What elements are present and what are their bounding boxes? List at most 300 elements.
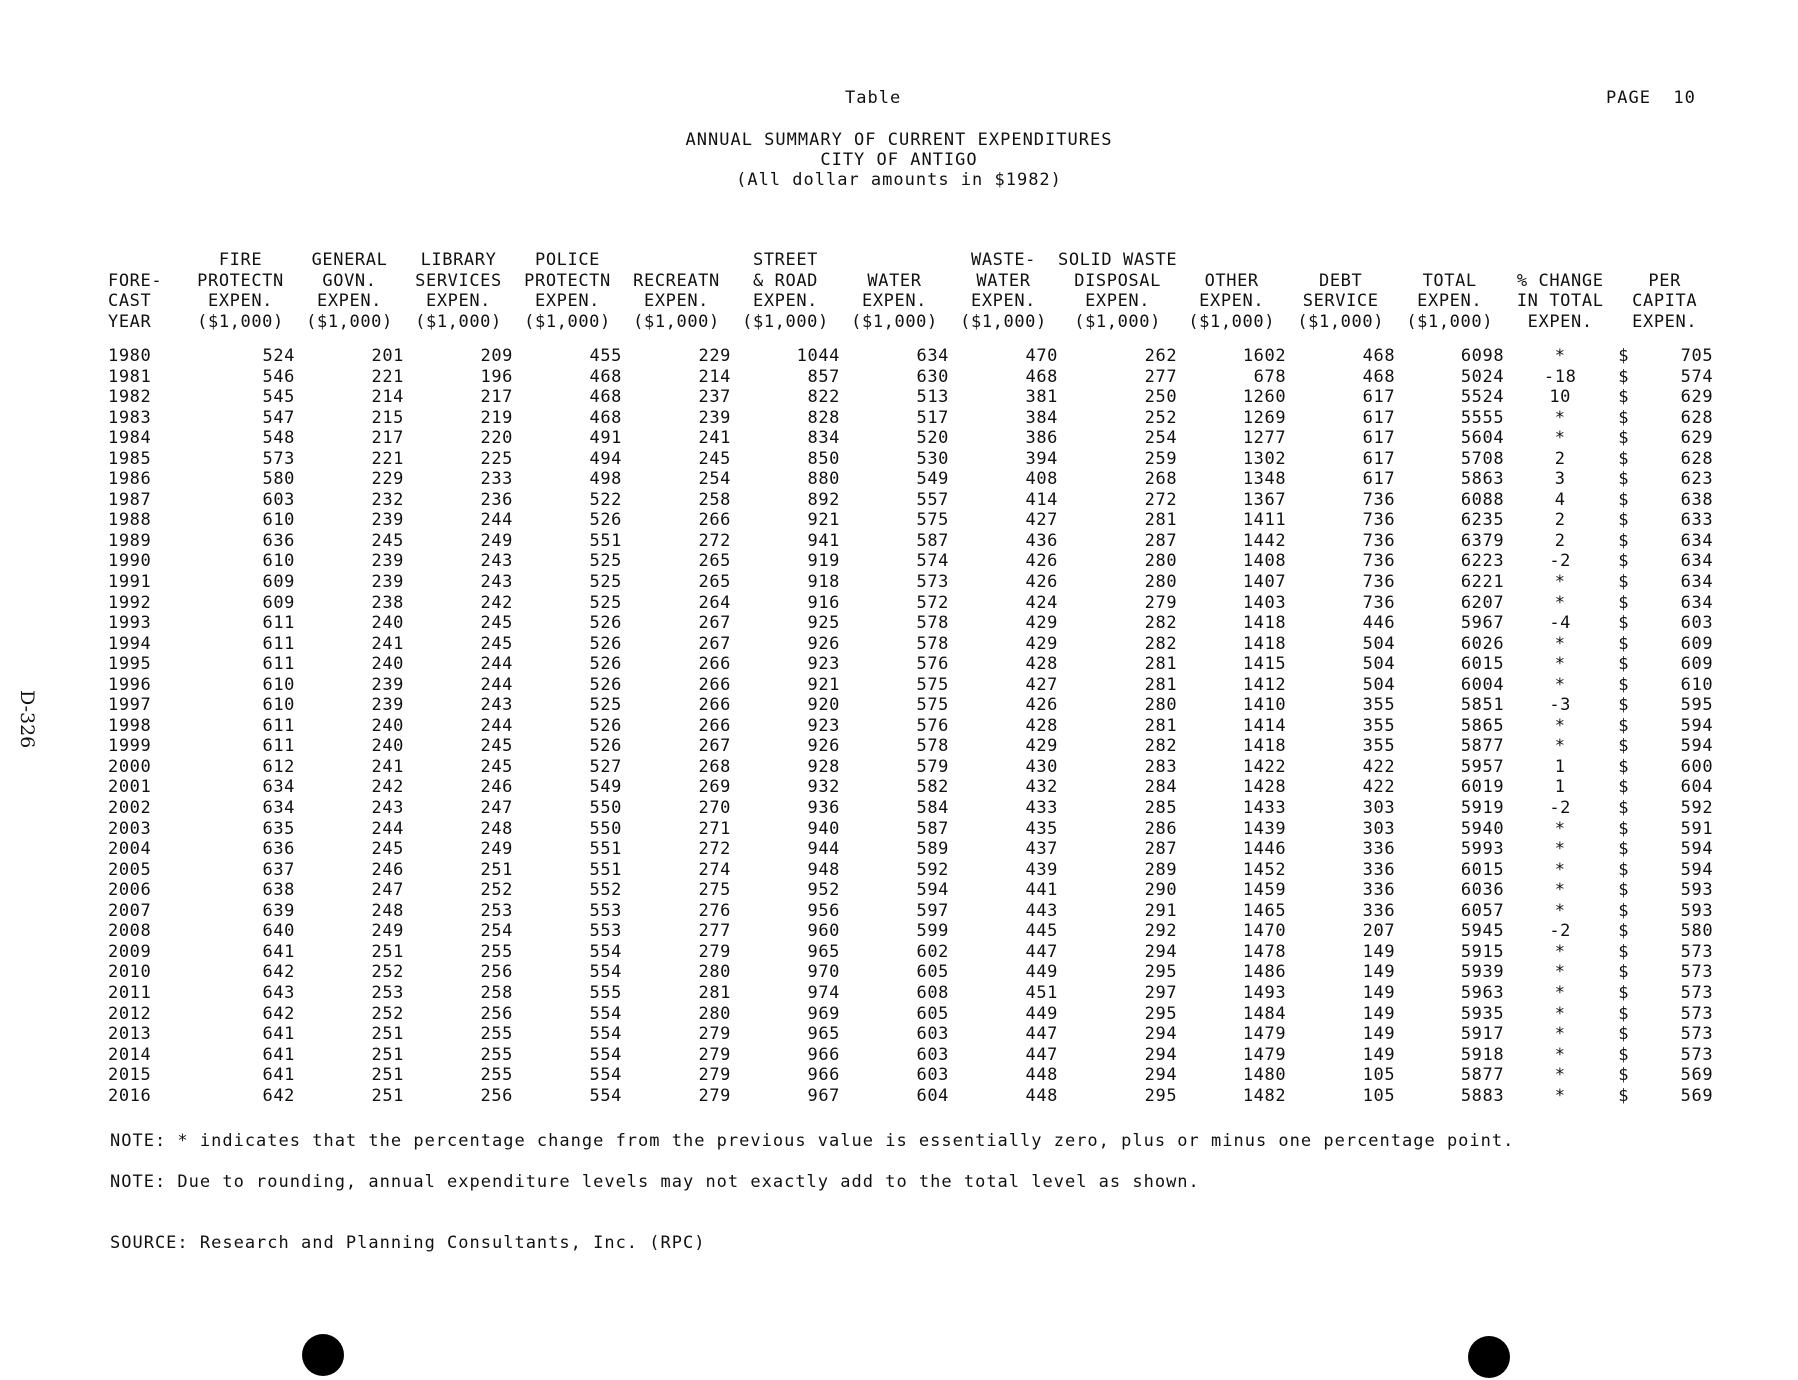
table-cell: 105 bbox=[1362, 1085, 1396, 1106]
table-cell: 1479 bbox=[1242, 1044, 1287, 1065]
table-cell: 593 bbox=[1680, 880, 1714, 901]
table-cell: 880 bbox=[807, 469, 840, 490]
table-cell: 944 bbox=[807, 839, 840, 860]
table-cell: 587 bbox=[916, 818, 949, 839]
table-cell: 1269 bbox=[1242, 407, 1287, 428]
table-cell: 281 bbox=[698, 982, 731, 1003]
table-cell: 603 bbox=[916, 1024, 949, 1045]
table-cell: 251 bbox=[371, 941, 404, 962]
table-cell: 280 bbox=[1144, 695, 1178, 716]
table-cell: 294 bbox=[1144, 941, 1178, 962]
table-cell: 5865 bbox=[1460, 715, 1505, 736]
table-cell: 430 bbox=[1025, 756, 1058, 777]
table-cell: 850 bbox=[807, 448, 840, 469]
table-cell: 245 bbox=[480, 736, 513, 757]
table-cell: 892 bbox=[807, 489, 840, 510]
table-cell: * bbox=[1554, 859, 1566, 880]
table-cell: 5555 bbox=[1460, 407, 1505, 428]
table-cell: 1433 bbox=[1242, 798, 1287, 819]
table-cell: 576 bbox=[916, 654, 949, 675]
column-header-line: RECREATN bbox=[633, 270, 720, 291]
table-cell: $ bbox=[1618, 428, 1630, 449]
table-cell: 2 bbox=[1554, 510, 1566, 531]
table-cell: * bbox=[1554, 818, 1566, 839]
header-row bbox=[108, 271, 1713, 292]
year-cell: 2004 bbox=[108, 839, 152, 860]
table-cell: 336 bbox=[1362, 880, 1396, 901]
table-cell: 634 bbox=[1680, 572, 1714, 593]
table-cell: 426 bbox=[1025, 572, 1058, 593]
table-cell: $ bbox=[1618, 592, 1630, 613]
year-cell: 2015 bbox=[108, 1065, 152, 1086]
table-cell: $ bbox=[1618, 674, 1630, 695]
punch-hole-left bbox=[302, 1334, 344, 1376]
table-cell: $ bbox=[1618, 777, 1630, 798]
table-cell: 6223 bbox=[1460, 551, 1505, 572]
table-cell: 1480 bbox=[1242, 1065, 1287, 1086]
table-cell: 6015 bbox=[1460, 654, 1505, 675]
table-cell: 285 bbox=[1144, 798, 1178, 819]
table-cell: 678 bbox=[1253, 366, 1287, 387]
table-cell: 232 bbox=[371, 489, 404, 510]
table-cell: 267 bbox=[698, 613, 731, 634]
table-cell: 526 bbox=[589, 654, 622, 675]
table-cell: 149 bbox=[1362, 962, 1396, 983]
table-cell: $ bbox=[1618, 798, 1630, 819]
table-cell: 283 bbox=[1144, 756, 1178, 777]
table-cell: 268 bbox=[1144, 469, 1178, 490]
table-cell: 269 bbox=[698, 777, 731, 798]
table-cell: 630 bbox=[916, 366, 949, 387]
year-cell: 1982 bbox=[108, 387, 152, 408]
table-row bbox=[108, 921, 1713, 942]
table-cell: * bbox=[1554, 900, 1566, 921]
table-cell: 435 bbox=[1025, 818, 1058, 839]
table-row bbox=[108, 901, 1713, 922]
table-cell: 447 bbox=[1025, 941, 1058, 962]
table-cell: 219 bbox=[480, 407, 513, 428]
column-header-line bbox=[1177, 250, 1286, 271]
table-cell: 433 bbox=[1025, 798, 1058, 819]
table-cell: 236 bbox=[480, 489, 513, 510]
table-cell: 355 bbox=[1362, 695, 1396, 716]
table-cell: 6221 bbox=[1460, 572, 1505, 593]
table-cell: 2 bbox=[1554, 530, 1566, 551]
table-cell: 587 bbox=[916, 530, 949, 551]
table-cell: 553 bbox=[589, 900, 622, 921]
table-cell: 381 bbox=[1025, 387, 1058, 408]
column-header-line: EXPEN. bbox=[970, 291, 1036, 311]
table-cell: 925 bbox=[807, 613, 840, 634]
table-cell: $ bbox=[1618, 489, 1630, 510]
table-cell: 251 bbox=[480, 859, 513, 880]
table-cell: 448 bbox=[1025, 1085, 1058, 1106]
column-header-line: ($1,000) bbox=[306, 311, 393, 332]
table-cell: 705 bbox=[1680, 346, 1714, 366]
table-cell: 282 bbox=[1144, 613, 1178, 634]
table-cell: 241 bbox=[698, 428, 731, 449]
table-cell: 207 bbox=[1362, 921, 1396, 942]
table-cell: 593 bbox=[1680, 900, 1714, 921]
column-header-line: % CHANGE bbox=[1516, 270, 1604, 291]
table-row bbox=[108, 654, 1713, 675]
table-cell: 253 bbox=[371, 982, 404, 1003]
table-cell: 923 bbox=[807, 654, 840, 675]
table-cell: $ bbox=[1618, 551, 1630, 572]
table-cell: 578 bbox=[916, 736, 949, 757]
table-cell: 281 bbox=[1144, 510, 1178, 531]
table-cell: 926 bbox=[807, 736, 840, 757]
table-cell: 526 bbox=[589, 736, 622, 757]
table-cell: 736 bbox=[1362, 551, 1396, 572]
table-cell: 255 bbox=[480, 1024, 513, 1045]
table-cell: 574 bbox=[916, 551, 949, 572]
table-cell: 828 bbox=[807, 407, 840, 428]
table-row bbox=[108, 1065, 1713, 1086]
table-cell: 6019 bbox=[1460, 777, 1505, 798]
table-cell: 270 bbox=[698, 798, 731, 819]
table-cell: 5967 bbox=[1460, 613, 1505, 634]
table-cell: 468 bbox=[1025, 366, 1058, 387]
table-cell: 251 bbox=[371, 1024, 404, 1045]
table-cell: 355 bbox=[1362, 736, 1396, 757]
table-cell: 201 bbox=[371, 346, 404, 366]
table-cell: $ bbox=[1618, 407, 1630, 428]
table-cell: * bbox=[1554, 1065, 1566, 1086]
table-cell: 582 bbox=[916, 777, 949, 798]
table-row bbox=[108, 695, 1713, 716]
column-header-line: EXPEN. bbox=[316, 291, 382, 311]
table-cell: 525 bbox=[589, 572, 622, 593]
table-row bbox=[108, 510, 1713, 531]
table-cell: 105 bbox=[1362, 1065, 1396, 1086]
table-cell: 303 bbox=[1362, 818, 1396, 839]
table-cell: $ bbox=[1618, 1085, 1630, 1106]
table-cell: 960 bbox=[807, 921, 840, 942]
table-cell: 254 bbox=[480, 921, 513, 942]
table-cell: $ bbox=[1618, 654, 1630, 675]
table-cell: 427 bbox=[1025, 510, 1058, 531]
table-cell: * bbox=[1554, 880, 1566, 901]
table-cell: 595 bbox=[1680, 695, 1714, 716]
table-cell: 6088 bbox=[1460, 489, 1505, 510]
table-cell: 149 bbox=[1362, 1003, 1396, 1024]
table-row bbox=[108, 675, 1713, 696]
year-cell: 2014 bbox=[108, 1044, 152, 1065]
table-cell: 287 bbox=[1144, 839, 1178, 860]
year-cell: 1985 bbox=[108, 448, 152, 469]
column-header-line: ($1,000) bbox=[742, 311, 829, 332]
table-cell: 297 bbox=[1144, 982, 1178, 1003]
table-row bbox=[108, 1045, 1713, 1066]
table-cell: 432 bbox=[1025, 777, 1058, 798]
table-cell: 5940 bbox=[1460, 818, 1505, 839]
table-cell: 594 bbox=[1680, 736, 1714, 757]
year-cell: 2013 bbox=[108, 1024, 152, 1045]
column-header-line: DEBT bbox=[1319, 270, 1363, 291]
table-cell: 573 bbox=[1680, 1003, 1714, 1024]
table-cell: 513 bbox=[916, 387, 949, 408]
table-cell: 268 bbox=[698, 756, 731, 777]
table-row bbox=[108, 1004, 1713, 1025]
column-header-line: EXPEN. bbox=[207, 291, 273, 311]
table-cell: $ bbox=[1618, 613, 1630, 634]
table-cell: 642 bbox=[262, 962, 295, 983]
table-cell: 1486 bbox=[1242, 962, 1287, 983]
table-cell: 5604 bbox=[1460, 428, 1505, 449]
column-header-line: ($1,000) bbox=[851, 311, 938, 332]
table-row bbox=[108, 1024, 1713, 1045]
table-cell: 965 bbox=[807, 941, 840, 962]
table-cell: 928 bbox=[807, 756, 840, 777]
year-cell: 1997 bbox=[108, 695, 152, 716]
column-header-line: CAST bbox=[108, 291, 152, 311]
table-cell: 229 bbox=[371, 469, 404, 490]
table-cell: 6207 bbox=[1460, 592, 1505, 613]
table-cell: 256 bbox=[480, 1003, 513, 1024]
table-cell: 262 bbox=[1144, 346, 1178, 366]
table-cell: 634 bbox=[262, 777, 295, 798]
table-cell: 629 bbox=[1680, 428, 1714, 449]
table-cell: 272 bbox=[698, 530, 731, 551]
table-cell: $ bbox=[1618, 982, 1630, 1003]
table-cell: $ bbox=[1618, 510, 1630, 531]
table-cell: 580 bbox=[1680, 921, 1714, 942]
table-cell: 1414 bbox=[1242, 715, 1287, 736]
table-row bbox=[108, 367, 1713, 388]
table-cell: 447 bbox=[1025, 1044, 1058, 1065]
table-cell: $ bbox=[1618, 366, 1630, 387]
table-cell: 1302 bbox=[1242, 448, 1287, 469]
table-cell: 525 bbox=[589, 551, 622, 572]
column-header-line bbox=[840, 250, 949, 271]
table-row bbox=[108, 531, 1713, 552]
column-header-line: ($1,000) bbox=[415, 311, 502, 332]
table-cell: $ bbox=[1618, 469, 1630, 490]
table-cell: 569 bbox=[1680, 1085, 1714, 1106]
table-cell: $ bbox=[1618, 1065, 1630, 1086]
column-header-line: PROTECTN bbox=[524, 270, 611, 291]
table-cell: 229 bbox=[698, 346, 731, 366]
table-cell: 526 bbox=[589, 674, 622, 695]
table-cell: $ bbox=[1618, 880, 1630, 901]
column-header-line: GOVN. bbox=[322, 270, 377, 291]
table-cell: 449 bbox=[1025, 962, 1058, 983]
table-cell: 280 bbox=[698, 1003, 731, 1024]
table-cell: 1442 bbox=[1242, 530, 1287, 551]
table-cell: 736 bbox=[1362, 592, 1396, 613]
table-cell: 258 bbox=[698, 489, 731, 510]
table-cell: 275 bbox=[698, 880, 731, 901]
column-header-line: LIBRARY bbox=[420, 250, 497, 270]
table-cell: 267 bbox=[698, 736, 731, 757]
table-row bbox=[108, 346, 1713, 367]
table-cell: 603 bbox=[1680, 613, 1714, 634]
table-cell: 609 bbox=[262, 572, 295, 593]
table-cell: 5877 bbox=[1460, 736, 1505, 757]
table-cell: 468 bbox=[589, 387, 622, 408]
table-cell: 243 bbox=[480, 572, 513, 593]
table-cell: 966 bbox=[807, 1044, 840, 1065]
table-row bbox=[108, 798, 1713, 819]
table-cell: 266 bbox=[698, 715, 731, 736]
table-cell: 579 bbox=[916, 756, 949, 777]
table-cell: 1 bbox=[1554, 777, 1566, 798]
table-cell: 617 bbox=[1362, 469, 1396, 490]
table-cell: 576 bbox=[916, 715, 949, 736]
table-cell: 244 bbox=[371, 818, 404, 839]
year-cell: 1999 bbox=[108, 736, 152, 757]
table-cell: 6026 bbox=[1460, 633, 1505, 654]
table-cell: 255 bbox=[480, 1065, 513, 1086]
table-cell: 573 bbox=[1680, 962, 1714, 983]
table-cell: 578 bbox=[916, 633, 949, 654]
table-cell: 279 bbox=[698, 941, 731, 962]
table-cell: 271 bbox=[698, 818, 731, 839]
table-cell: $ bbox=[1618, 818, 1630, 839]
table-cell: 256 bbox=[480, 1085, 513, 1106]
table-cell: 557 bbox=[916, 489, 949, 510]
table-cell: 736 bbox=[1362, 510, 1396, 531]
table-row bbox=[108, 777, 1713, 798]
year-cell: 1984 bbox=[108, 428, 152, 449]
table-cell: 641 bbox=[262, 1044, 295, 1065]
table-cell: 384 bbox=[1025, 407, 1058, 428]
table-cell: 610 bbox=[262, 674, 295, 695]
table-cell: 1415 bbox=[1242, 654, 1287, 675]
year-cell: 1990 bbox=[108, 551, 152, 572]
table-cell: 244 bbox=[480, 674, 513, 695]
table-row bbox=[108, 469, 1713, 490]
table-cell: $ bbox=[1618, 1003, 1630, 1024]
table-cell: 303 bbox=[1362, 798, 1396, 819]
table-cell: 623 bbox=[1680, 469, 1714, 490]
table-cell: 149 bbox=[1362, 982, 1396, 1003]
table-cell: 970 bbox=[807, 962, 840, 983]
table-cell: 594 bbox=[1680, 859, 1714, 880]
table-cell: 1044 bbox=[796, 346, 840, 366]
table-cell: $ bbox=[1618, 448, 1630, 469]
table-cell: 603 bbox=[916, 1065, 949, 1086]
column-header-line: TOTAL bbox=[1422, 270, 1477, 291]
table-cell: 5993 bbox=[1460, 839, 1505, 860]
table-cell: 287 bbox=[1144, 530, 1178, 551]
table-cell: 736 bbox=[1362, 489, 1396, 510]
table-cell: 294 bbox=[1144, 1024, 1178, 1045]
table-cell: 611 bbox=[262, 654, 295, 675]
table-cell: 220 bbox=[480, 428, 513, 449]
table-cell: $ bbox=[1618, 346, 1630, 366]
source-note: SOURCE: Research and Planning Consultants, Inc. (RPC) bbox=[110, 1233, 706, 1253]
year-cell: 1992 bbox=[108, 592, 152, 613]
table-cell: 594 bbox=[1680, 839, 1714, 860]
table-cell: 386 bbox=[1025, 428, 1058, 449]
table-cell: $ bbox=[1618, 1044, 1630, 1065]
year-cell: 2009 bbox=[108, 941, 152, 962]
table-cell: 292 bbox=[1144, 921, 1178, 942]
table-cell: 336 bbox=[1362, 839, 1396, 860]
table-cell: 530 bbox=[916, 448, 949, 469]
table-cell: 610 bbox=[262, 510, 295, 531]
table-row bbox=[108, 613, 1713, 634]
table-cell: 245 bbox=[371, 839, 404, 860]
table-cell: 1412 bbox=[1242, 674, 1287, 695]
table-cell: 921 bbox=[807, 674, 840, 695]
table-cell: 573 bbox=[262, 448, 295, 469]
table-cell: 634 bbox=[916, 346, 949, 366]
table-cell: 636 bbox=[262, 839, 295, 860]
table-row bbox=[108, 736, 1713, 757]
column-header-line bbox=[1395, 250, 1504, 271]
table-cell: 214 bbox=[371, 387, 404, 408]
column-header-line: EXPEN. bbox=[1632, 311, 1698, 332]
table-cell: -4 bbox=[1549, 613, 1572, 634]
table-cell: 610 bbox=[262, 551, 295, 572]
table-cell: 274 bbox=[698, 859, 731, 880]
table-header bbox=[108, 250, 1713, 346]
table-cell: 948 bbox=[807, 859, 840, 880]
table-cell: 1277 bbox=[1242, 428, 1287, 449]
table-cell: 554 bbox=[589, 1024, 622, 1045]
table-cell: 573 bbox=[1680, 982, 1714, 1003]
table-cell: $ bbox=[1618, 859, 1630, 880]
table-cell: 526 bbox=[589, 510, 622, 531]
table-cell: 295 bbox=[1144, 1003, 1178, 1024]
table-cell: 635 bbox=[262, 818, 295, 839]
table-cell: 276 bbox=[698, 900, 731, 921]
table-cell: * bbox=[1554, 962, 1566, 983]
table-row bbox=[108, 839, 1713, 860]
table-cell: 242 bbox=[480, 592, 513, 613]
table-cell: 554 bbox=[589, 962, 622, 983]
table-cell: 279 bbox=[1144, 592, 1178, 613]
table-cell: 526 bbox=[589, 715, 622, 736]
column-header-line: CAPITA bbox=[1632, 291, 1698, 311]
table-row bbox=[108, 490, 1713, 511]
table-cell: 642 bbox=[262, 1085, 295, 1106]
table-cell: 277 bbox=[1144, 366, 1178, 387]
year-cell: 1991 bbox=[108, 572, 152, 593]
column-header-line: FIRE bbox=[218, 250, 263, 270]
table-cell: 248 bbox=[371, 900, 404, 921]
table-cell: 573 bbox=[916, 572, 949, 593]
table-cell: 468 bbox=[1362, 346, 1396, 366]
table-cell: 240 bbox=[371, 613, 404, 634]
table-cell: 634 bbox=[1680, 530, 1714, 551]
table-cell: 279 bbox=[698, 1024, 731, 1045]
table-cell: 272 bbox=[1144, 489, 1178, 510]
table-cell: 251 bbox=[371, 1044, 404, 1065]
table-cell: 252 bbox=[371, 962, 404, 983]
page-number: PAGE 10 bbox=[1606, 88, 1696, 108]
table-cell: $ bbox=[1618, 921, 1630, 942]
table-cell: 1408 bbox=[1242, 551, 1287, 572]
table-cell: 247 bbox=[371, 880, 404, 901]
table-cell: 279 bbox=[698, 1085, 731, 1106]
table-cell: 240 bbox=[371, 654, 404, 675]
table-cell: 266 bbox=[698, 695, 731, 716]
column-header-line: SERVICES bbox=[415, 270, 502, 291]
table-cell: $ bbox=[1618, 756, 1630, 777]
table-cell: 926 bbox=[807, 633, 840, 654]
table-cell: 245 bbox=[480, 756, 513, 777]
table-label: Table bbox=[845, 88, 902, 108]
table-cell: 445 bbox=[1025, 921, 1058, 942]
year-cell: 2010 bbox=[108, 962, 152, 983]
table-cell: 641 bbox=[262, 1065, 295, 1086]
table-cell: * bbox=[1554, 572, 1566, 593]
table-subtitle-city: CITY OF ANTIGO bbox=[820, 150, 978, 170]
